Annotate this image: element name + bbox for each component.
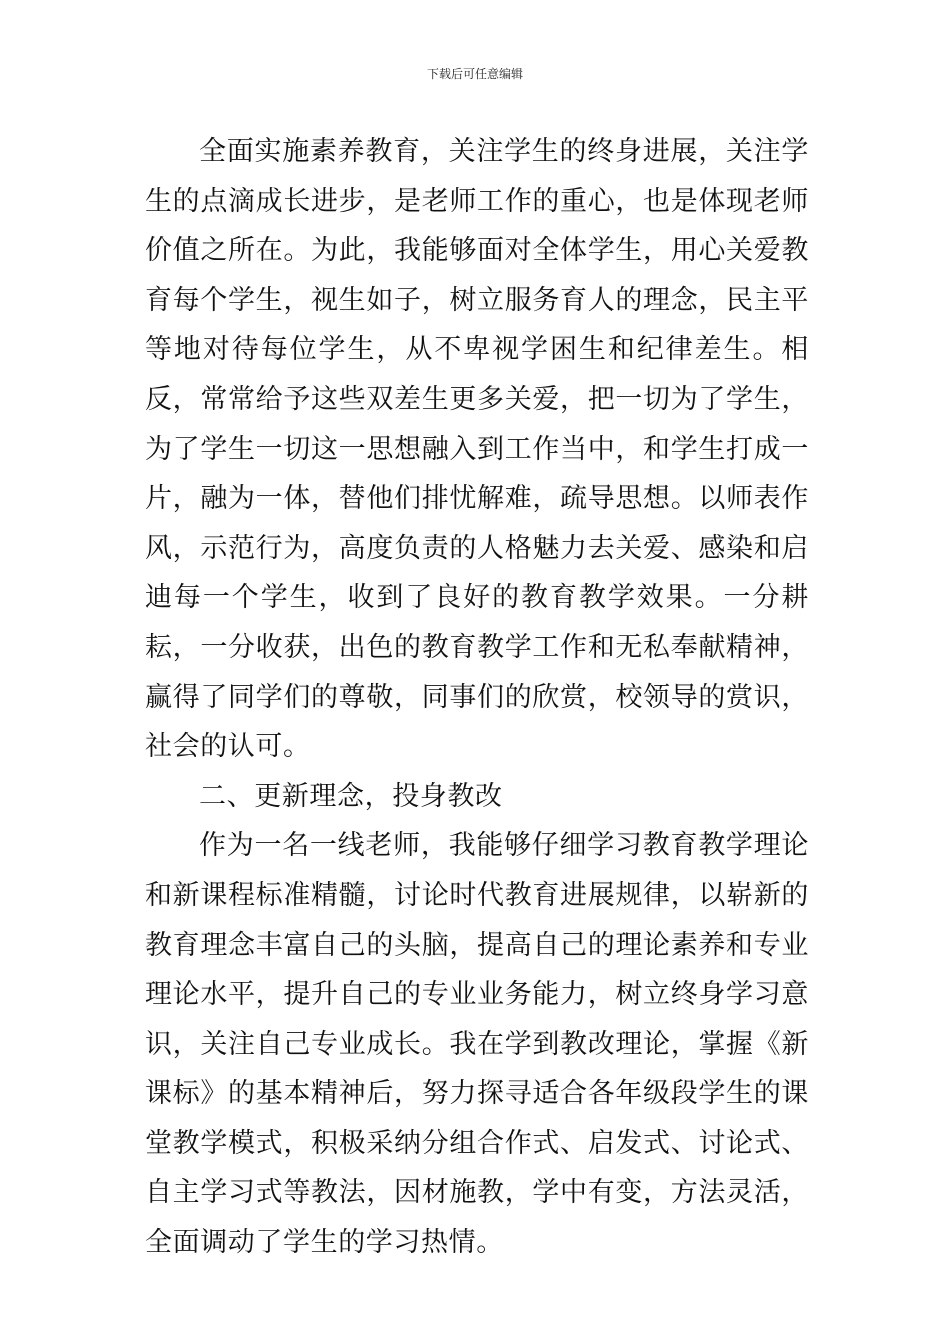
document-body xyxy=(145,127,809,1268)
page-header: 下载后可任意编辑 xyxy=(426,67,523,81)
paragraph-student-care: 全面实施素养教育，关注学生的终身进展，关注学生的点滴成长进步，是老师工作的重心，也是体现老师价值之所在。为此，我能够面对全体学生，用心关爱教育每个学生，视生如子，树立服务育人的理念，民主平等地对待每位学生，从不卑视学困生和纪律差生。相反，常常给予这些双差生更多关爱，把一切为了学生，为了学生一切这一思想融入到工作当中，和学生打成一片，融为一体，替他们排忧解难，疏导思想。以师表作风，示范行为，高度负责的人格魅力去关爱、感染和启迪每一个学生，收到了良好的教育教学效果。一分耕耘，一分收获，出色的教育教学工作和无私奉献精神，赢得了同学们的尊敬，同事们的欣赏，校领导的赏识，社会的认可。 xyxy=(145,136,809,763)
section-heading-reform: 二、更新理念，投身教改 xyxy=(199,780,503,812)
paragraph-teaching-reform: 作为一名一线老师，我能够仔细学习教育教学理论和新课程标准精髓，讨论时代教育进展规律，以崭新的教育理念丰富自己的头脑，提高自己的理论素养和专业理论水平，提升自己的专业业务能力，树立终身学习意识，关注自己专业成长。我在学到教改理论，掌握《新课标》的基本精神后，努力探寻适合各年级段学生的课堂教学模式，积极采纳分组合作式、启发式、讨论式、自主学习式等教法，因材施教，学中有变，方法灵活，全面调动了学生的学习热情。 xyxy=(145,830,809,1259)
